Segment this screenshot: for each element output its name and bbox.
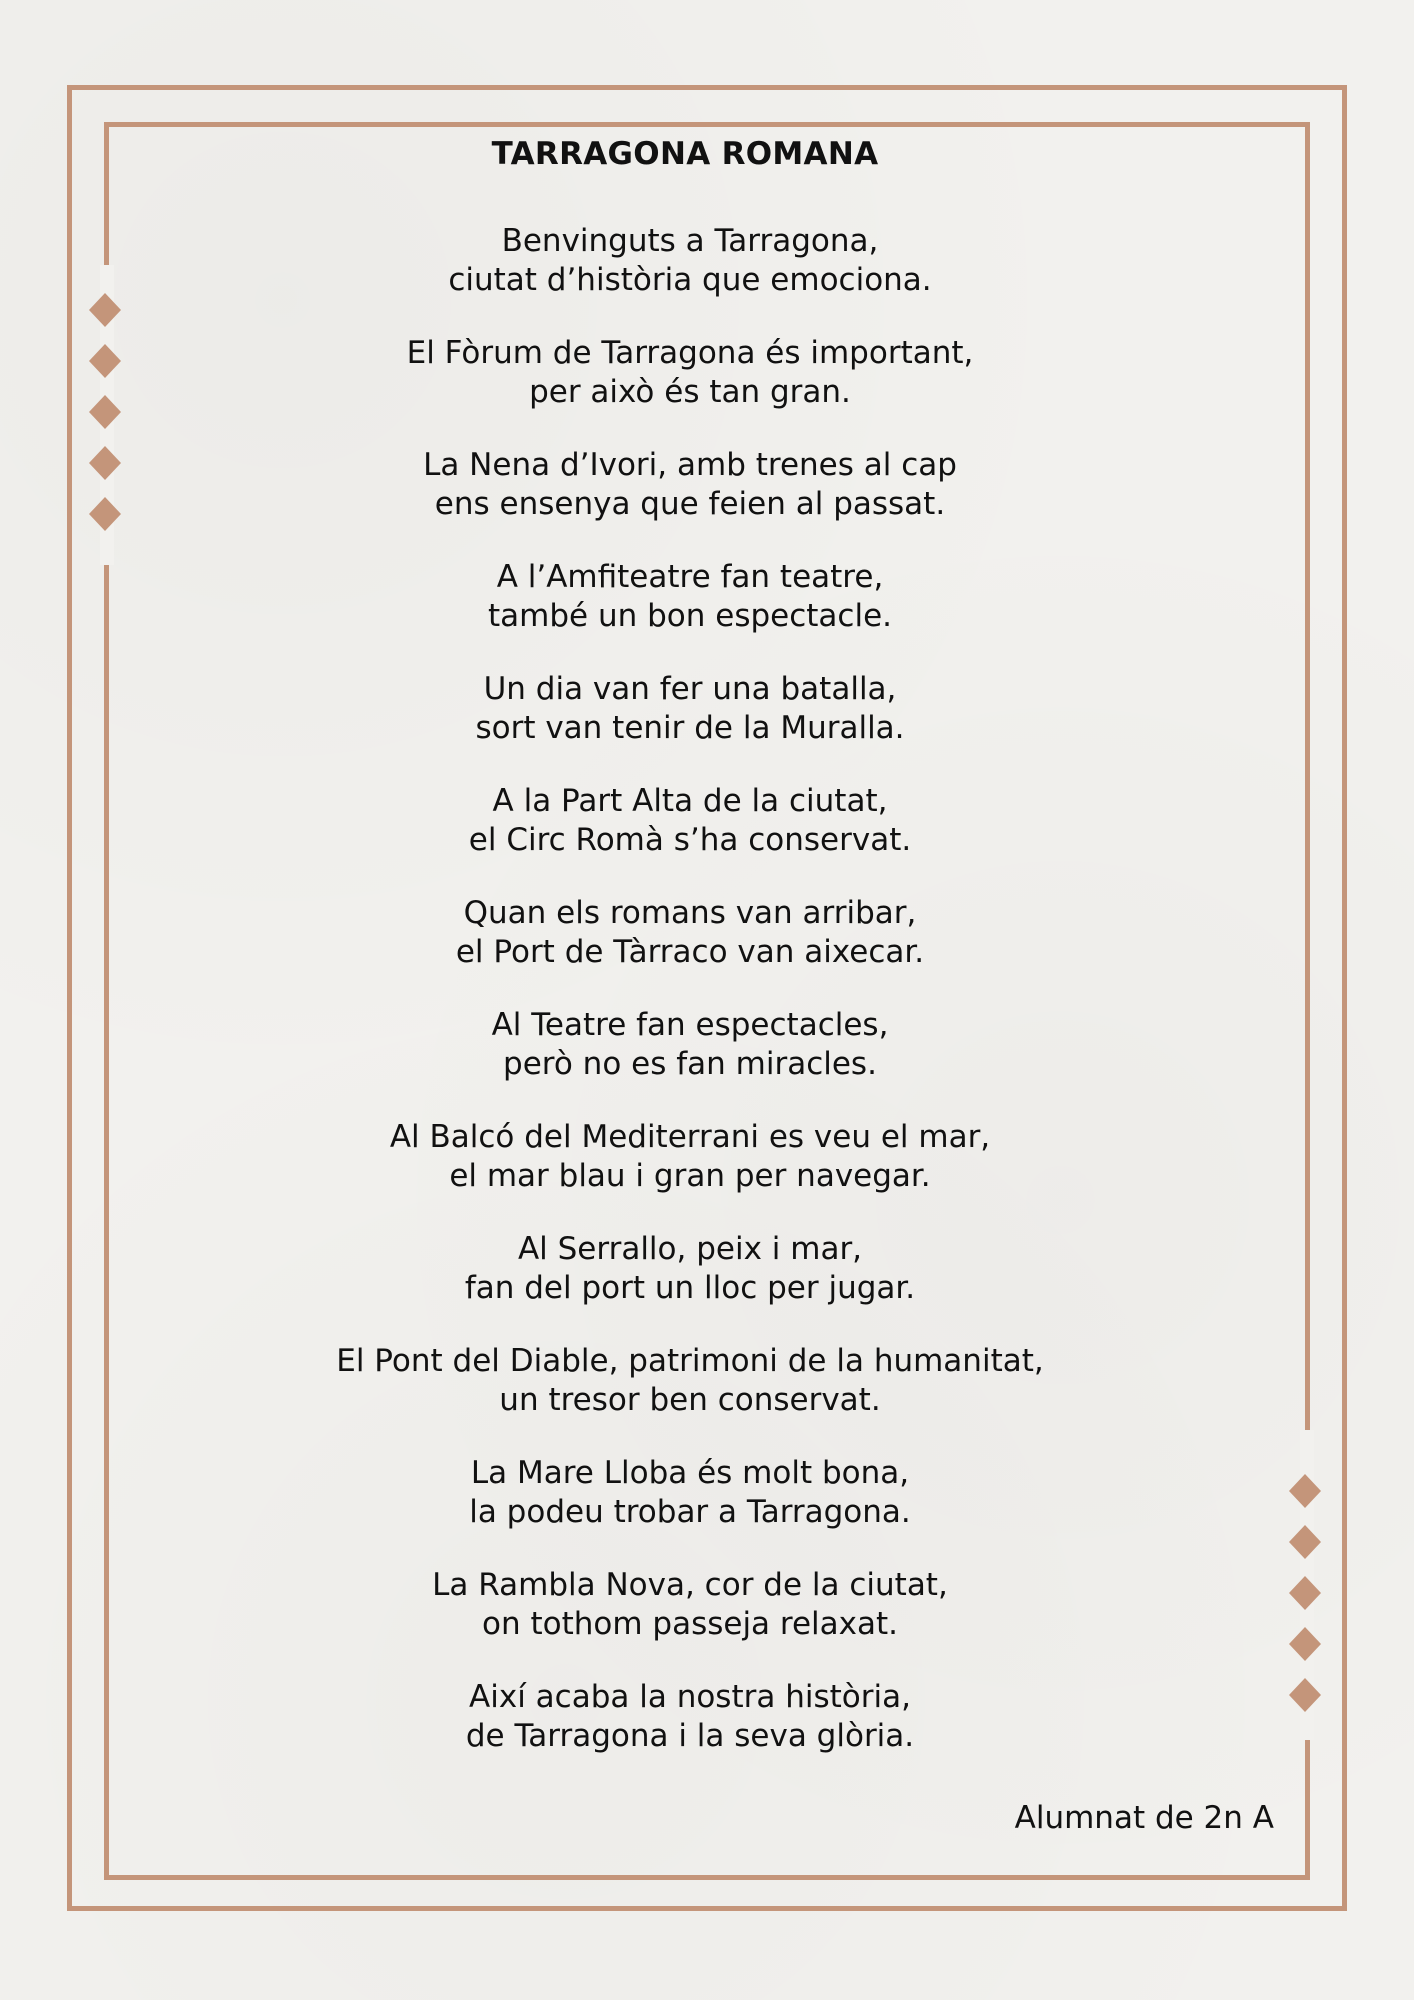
poem-line: ens ensenya que feien al passat. [434, 486, 946, 522]
poem-line: un tresor ben conservat. [499, 1382, 881, 1418]
poem-line: de Tarragona i la seva glòria. [465, 1718, 915, 1754]
stanza [0, 334, 1380, 412]
poem-line: Al Balcó del Mediterrani es veu el mar, [389, 1119, 991, 1155]
stanza [0, 1454, 1380, 1532]
stanza [0, 1230, 1380, 1308]
poem-line: fan del port un lloc per jugar. [464, 1270, 916, 1306]
poem-line: La Nena d’Ivori, amb trenes al cap [423, 447, 957, 483]
signature: Alumnat de 2n A [1014, 1800, 1274, 1836]
poem-title: TARRAGONA ROMANA [491, 136, 879, 172]
poem-line: la podeu trobar a Tarragona. [469, 1494, 911, 1530]
poem-line: ciutat d’història que emociona. [448, 262, 932, 298]
stanza [0, 1566, 1380, 1644]
stanza [0, 1678, 1380, 1756]
stanza [0, 1342, 1380, 1420]
poem-line: també un bon espectacle. [488, 598, 892, 634]
poem-line: El Fòrum de Tarragona és important, [406, 335, 974, 371]
poem-line: A la Part Alta de la ciutat, [492, 783, 888, 819]
stanza [0, 670, 1380, 748]
stanza [0, 782, 1380, 860]
stanza [0, 222, 1380, 300]
poem-line: Al Teatre fan espectacles, [491, 1007, 889, 1043]
poem-line: A l’Amfiteatre fan teatre, [496, 559, 884, 595]
poem-line: Benvinguts a Tarragona, [501, 223, 879, 259]
poem-line: Així acaba la nostra història, [469, 1679, 911, 1715]
poem-line: on tothom passeja relaxat. [481, 1606, 899, 1642]
stanza [0, 558, 1380, 636]
stanza [0, 1006, 1380, 1084]
stanza [0, 1118, 1380, 1196]
poem-line: però no es fan miracles. [503, 1046, 877, 1082]
stanza [0, 446, 1380, 524]
poem-line: La Rambla Nova, cor de la ciutat, [432, 1567, 948, 1603]
poem-line: sort van tenir de la Muralla. [475, 710, 905, 746]
poem-line: Quan els romans van arribar, [463, 895, 917, 931]
poem-body [0, 222, 1380, 1790]
poem-line: el Port de Tàrraco van aixecar. [455, 934, 925, 970]
poem-line: Al Serrallo, peix i mar, [517, 1231, 863, 1267]
poem-line: El Pont del Diable, patrimoni de la humanitat, [336, 1343, 1044, 1379]
poem-line: per això és tan gran. [529, 374, 851, 410]
poem-line: Un dia van fer una batalla, [483, 671, 897, 707]
stanza [0, 894, 1380, 972]
poem-line: el Circ Romà s’ha conservat. [468, 822, 912, 858]
poem-line: el mar blau i gran per navegar. [449, 1158, 931, 1194]
poem-line: La Mare Lloba és molt bona, [470, 1455, 910, 1491]
